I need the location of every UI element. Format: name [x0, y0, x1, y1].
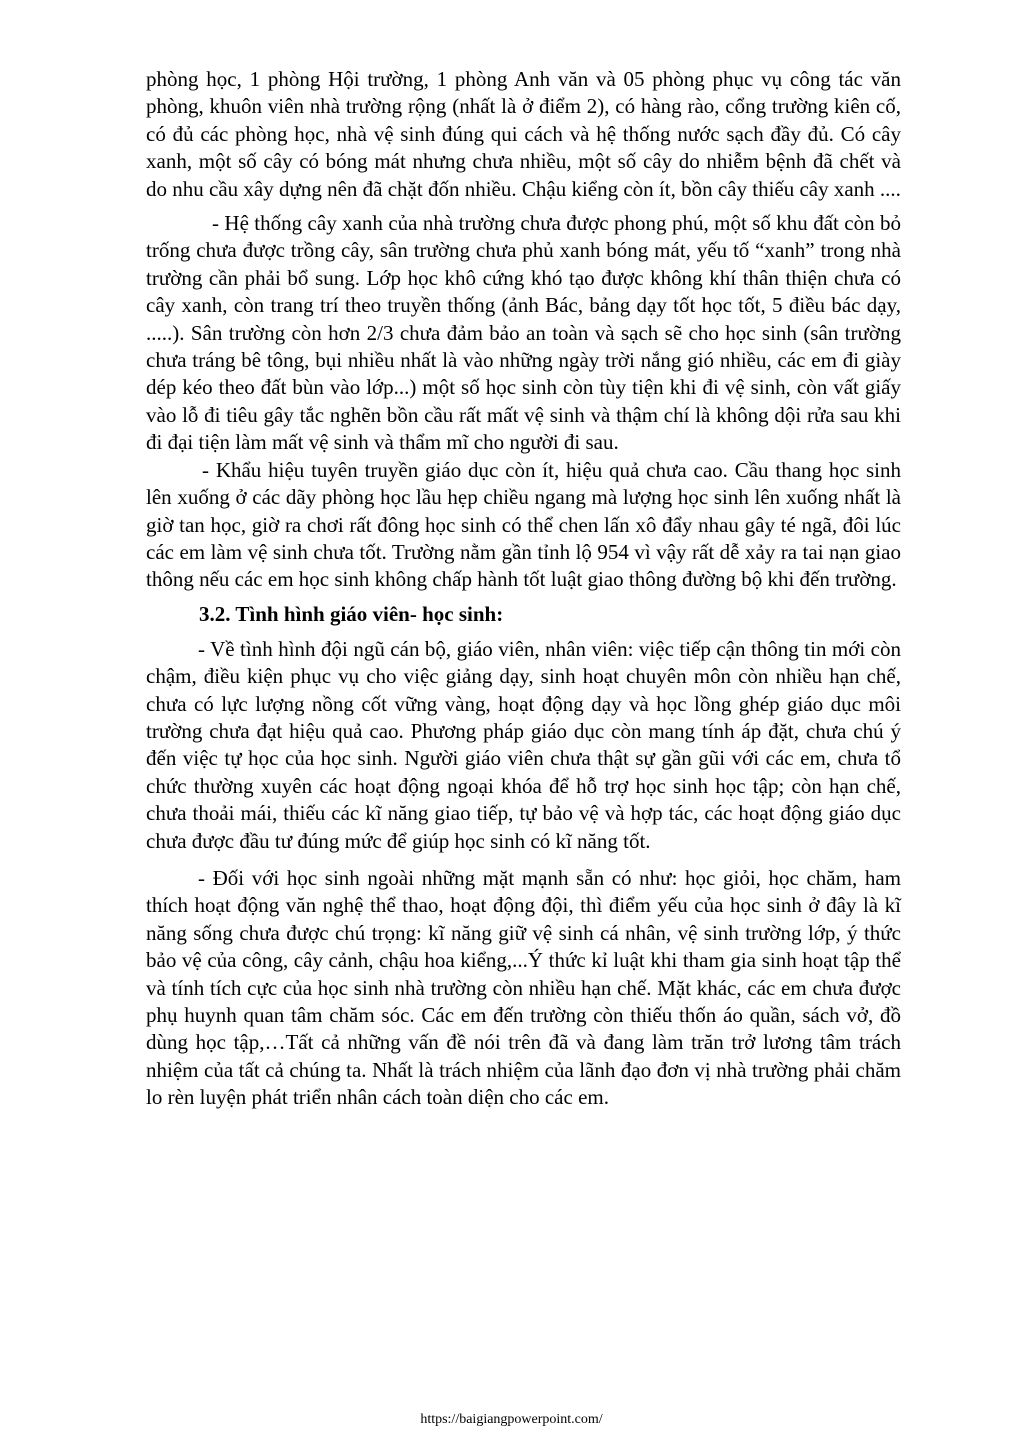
document-page — [146, 66, 901, 1112]
paragraph-slogans-safety: - Khẩu hiệu tuyên truyền giáo dục còn ít, hiệu quả chưa cao. Cầu thang học sinh lên xuống ở các dãy phòng học lầu hẹp chiều ngang mà lượng học sinh lên xuống nhất là giờ tan học, giờ ra chơi rất đông học sinh có thể chen lấn xô đẩy nhau gây té ngã, đôi lúc các em làm vệ sinh chưa tốt. Trường nằm gần tỉnh lộ 954 vì vậy rất dễ xảy ra tai nạn giao thông nếu các em học sinh không chấp hành tốt luật giao thông đường bộ khi đến trường. — [146, 457, 901, 592]
paragraph-facilities: phòng học, 1 phòng Hội trường, 1 phòng Anh văn và 05 phòng phục vụ công tác văn phòng, khuôn viên nhà trường rộng (nhất là ở điểm 2), có hàng rào, cổng trường kiên cố, có đủ các phòng học, nhà vệ sinh đúng qui cách và hệ thống nước sạch đầy đủ. Có cây xanh, một số cây có bóng mát nhưng chưa nhiều, một số cây do nhiễm bệnh đã chết và do nhu cầu xây dựng nên đã chặt đốn nhiều. Chậu kiểng còn ít, bồn cây thiếu cây xanh .... — [146, 67, 901, 201]
paragraph-students: - Đối với học sinh ngoài những mặt mạnh sẵn có như: học giỏi, học chăm, ham thích hoạt động văn nghệ thể thao, hoạt động đội, thì điểm yếu của học sinh ở đây là kĩ năng sống chưa được chú trọng: kĩ năng giữ vệ sinh cá nhân, vệ sinh trường lớp, ý thức bảo vệ của công, cây cảnh, chậu hoa kiểng,...Ý thức kỉ luật khi tham gia sinh hoạt tập thể và tính tích cực của học sinh nhà trường còn nhiều hạn chế. Mặt khác, các em chưa được phụ huynh quan tâm chăm sóc. Các em đến trường còn thiếu thốn áo quần, sách vở, đồ dùng học tập,…Tất cả những vấn đề nói trên đã và đang làm trăn trở lương tâm trách nhiệm của tất cả chúng ta. Nhất là trách nhiệm của lãnh đạo đơn vị nhà trường phải chăm lo rèn luyện phát triển nhân cách toàn diện cho các em. — [146, 865, 901, 1110]
paragraph-green-space: - Hệ thống cây xanh của nhà trường chưa được phong phú, một số khu đất còn bỏ trống chưa được trồng cây, sân trường chưa phủ xanh bóng mát, yếu tố “xanh” trong nhà trường cần phải bổ sung. Lớp học khô cứng khó tạo được không khí thân thiện chưa có cây xanh, còn trang trí theo truyền thống (ảnh Bác, bảng dạy tốt học tốt, 5 điều bác dạy, .....). Sân trường còn hơn 2/3 chưa đảm bảo an toàn và sạch sẽ cho học sinh (sân trường chưa tráng bê tông, bụi nhiều nhất là vào những ngày trời nắng gió nhiều, các em đi giày dép kéo theo đất bùn vào lớp...) một số học sinh còn tùy tiện khi đi vệ sinh, còn vất giấy vào lỗ đi tiêu gây tắc nghẽn bồn cầu rất mất vệ sinh và thậm chí là không dội rửa sau khi đi đại tiện làm mất vệ sinh và thẩm mĩ cho người đi sau. — [146, 211, 901, 455]
paragraph-teachers: - Về tình hình đội ngũ cán bộ, giáo viên, nhân viên: việc tiếp cận thông tin mới còn chậm, điều kiện phục vụ cho việc giảng dạy, sinh hoạt chuyên môn còn nhiều hạn chế, chưa có lực lượng nồng cốt vững vàng, hoạt động dạy và học lồng ghép giáo dục môi trường chưa đạt hiệu quả cao. Phương pháp giáo dục còn mang tính áp đặt, chưa chú ý đến việc tự học của học sinh. Người giáo viên chưa thật sự gần gũi với các em, chưa tổ chức thường xuyên các hoạt động ngoại khóa để hỗ trợ học sinh học tập; còn hạn chế, chưa thoải mái, thiếu các kĩ năng giao tiếp, tự bảo vệ và hợp tác, các hoạt động giáo dục chưa được đầu tư đúng mức để giúp học sinh có kĩ năng tốt. — [146, 636, 901, 853]
section-heading-teachers-students: 3.2. Tình hình giáo viên- học sinh: — [199, 601, 504, 626]
footer-url: https://baigiangpowerpoint.com/ — [420, 1412, 603, 1427]
